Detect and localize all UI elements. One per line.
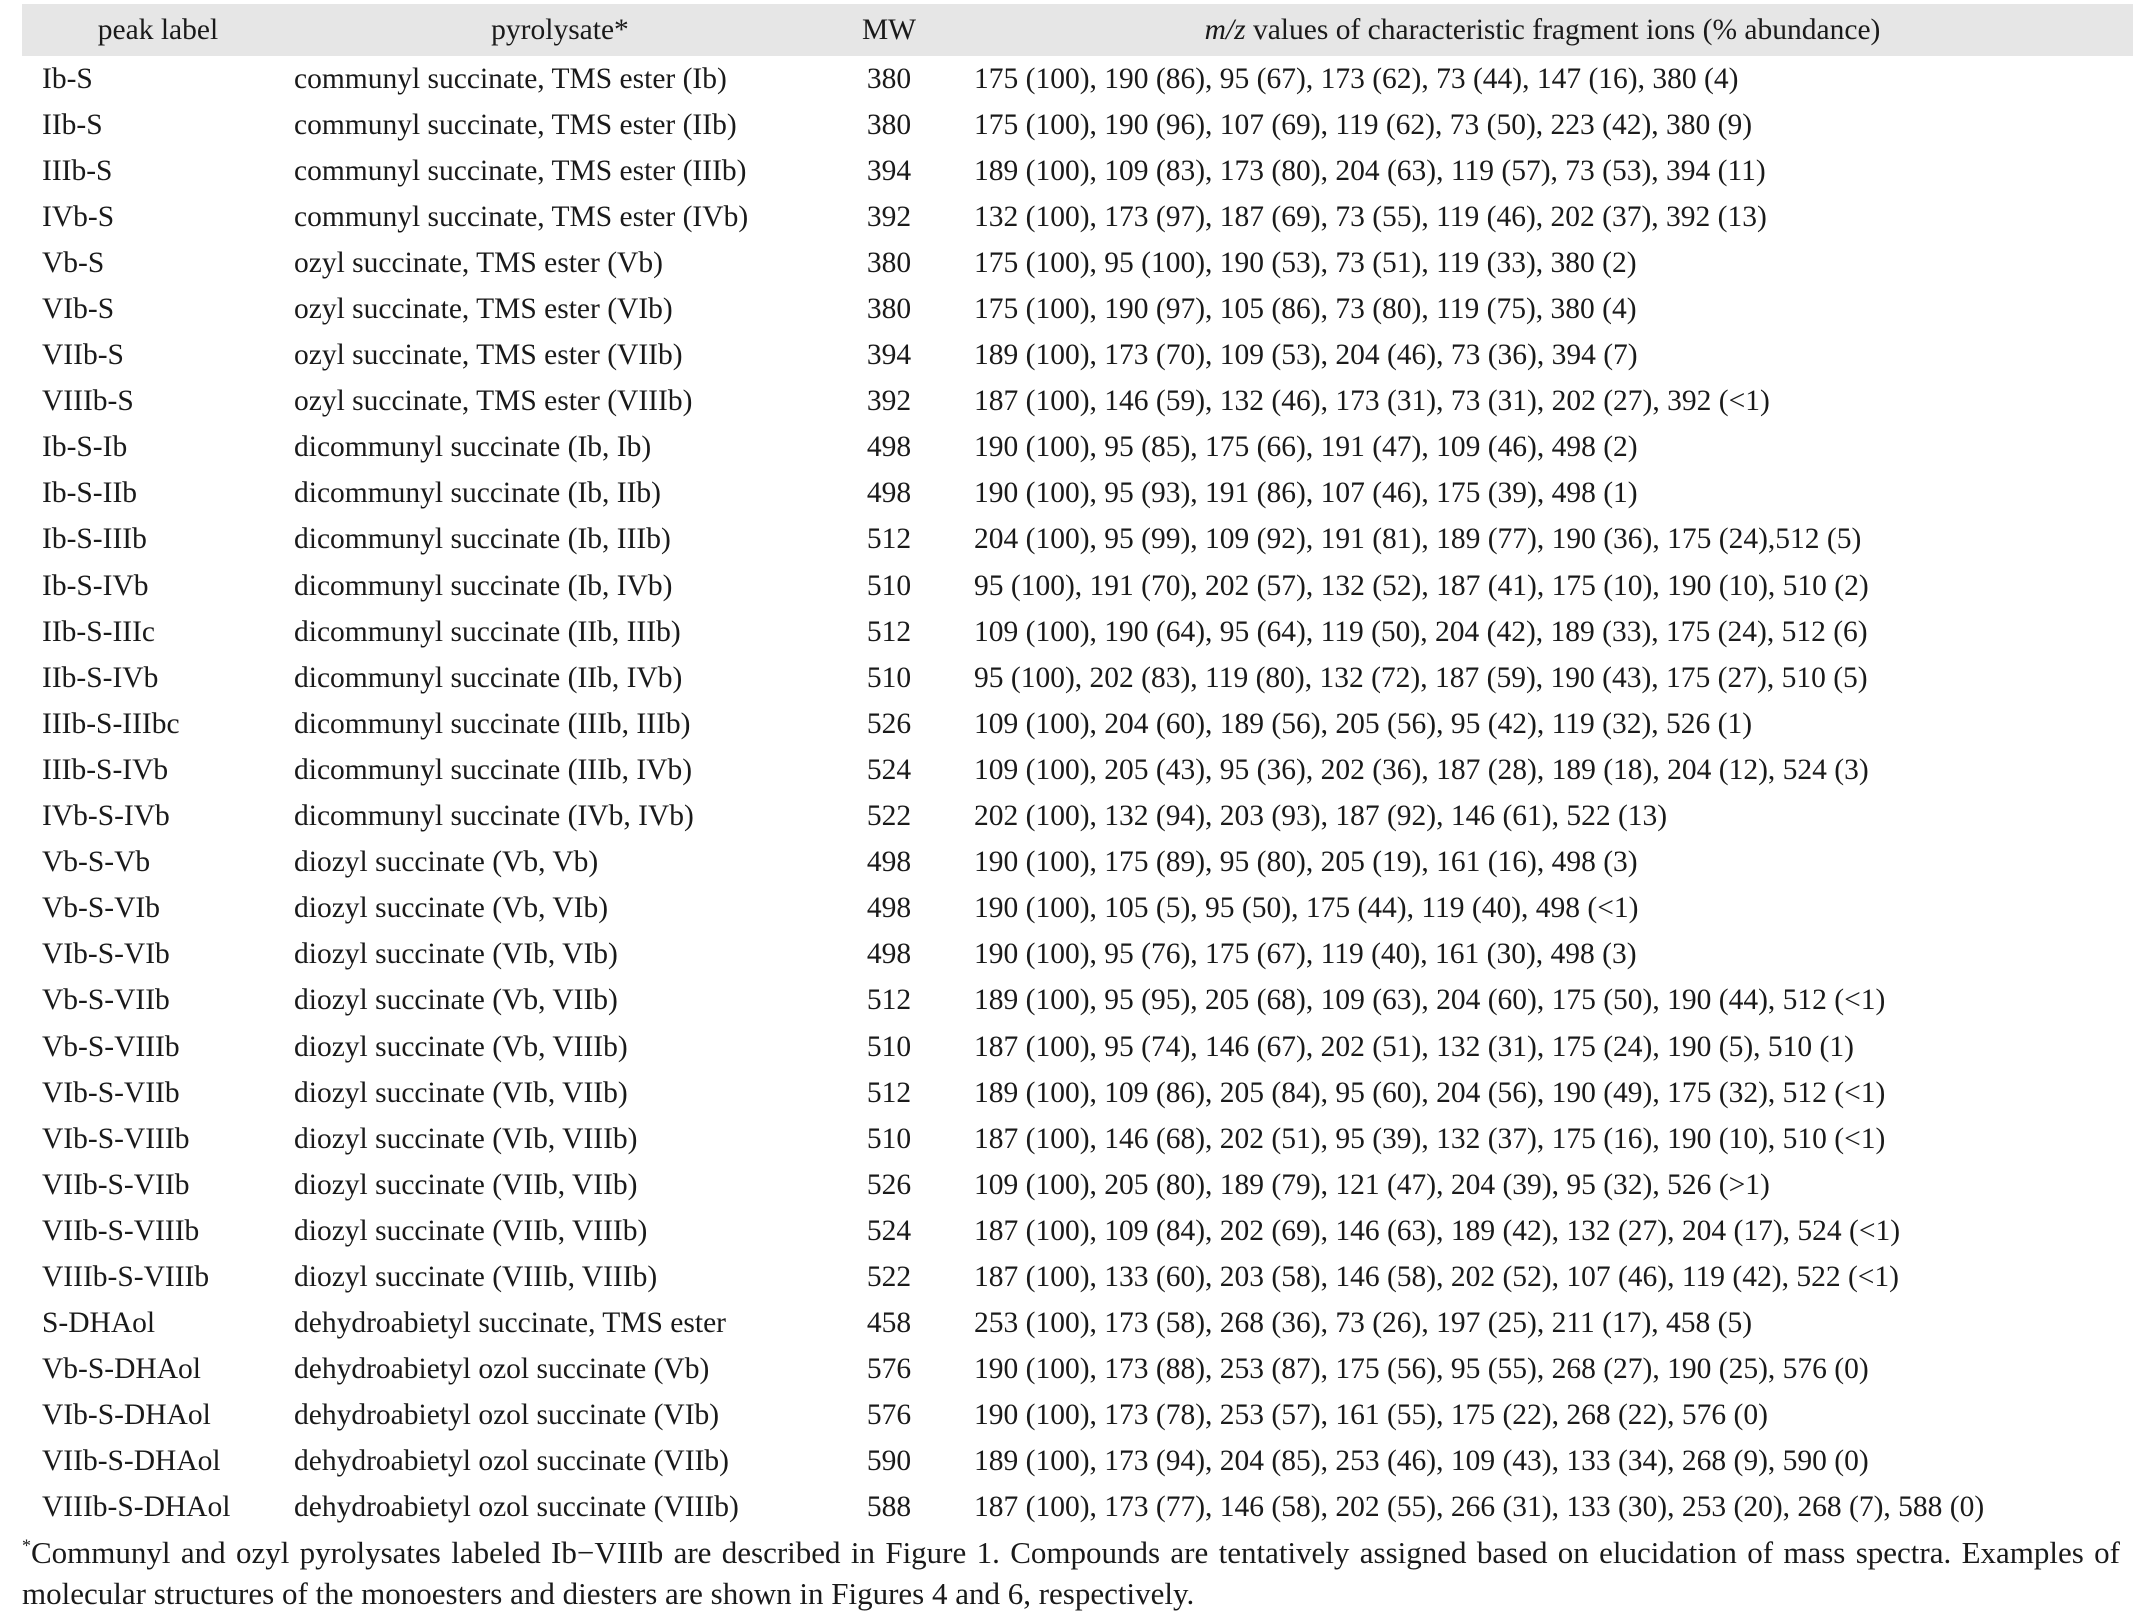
table-row [22, 1254, 2133, 1300]
fragment-ions-cell: 253 (100), 173 (58), 268 (36), 73 (26), 197 (25), 211 (17), 458 (5) [974, 1307, 1753, 1340]
pyrolysate-cell: diozyl succinate (Vb, VIIb) [294, 984, 618, 1017]
mw-cell: 498 [866, 477, 912, 510]
mw-cell: 510 [866, 569, 912, 602]
fragment-ions-cell: 175 (100), 95 (100), 190 (53), 73 (51), 119 (33), 380 (2) [974, 246, 1637, 279]
peak-label-cell: VIIb-S [42, 339, 124, 372]
peak-label-cell: IVb-S [42, 200, 115, 233]
pyrolysate-cell: diozyl succinate (Vb, VIIIb) [294, 1030, 628, 1063]
fragment-ions-cell: 189 (100), 95 (95), 205 (68), 109 (63), 204 (60), 175 (50), 190 (44), 512 (<1) [974, 984, 1886, 1017]
mw-cell: 512 [866, 1076, 912, 1109]
pyrolysate-cell: ozyl succinate, TMS ester (VIIIb) [294, 385, 693, 418]
peak-label-cell: VIIb-S-VIIIb [42, 1214, 200, 1247]
pyrolysate-cell: diozyl succinate (Vb, Vb) [294, 846, 599, 879]
table-row [22, 655, 2133, 701]
fragment-ions-cell: 190 (100), 105 (5), 95 (50), 175 (44), 119 (40), 498 (<1) [974, 892, 1639, 925]
fragment-ions-cell: 187 (100), 109 (84), 202 (69), 146 (63), 189 (42), 132 (27), 204 (17), 524 (<1) [974, 1214, 1901, 1247]
peak-label-cell: Ib-S-Ib [42, 431, 128, 464]
mw-cell: 498 [866, 938, 912, 971]
mw-cell: 576 [866, 1399, 912, 1432]
table-row [22, 194, 2133, 240]
table-row [22, 240, 2133, 286]
peak-label-cell: Vb-S-VIIb [42, 984, 170, 1017]
table-row [22, 794, 2133, 840]
pyrolysate-cell: dicommunyl succinate (IIIb, IVb) [294, 753, 693, 786]
table-row [22, 1208, 2133, 1254]
peak-label-cell: Vb-S-DHAol [42, 1353, 201, 1386]
pyrolysate-cell: dicommunyl succinate (IIb, IVb) [294, 661, 683, 694]
mw-cell: 498 [866, 892, 912, 925]
mw-cell: 522 [866, 1260, 912, 1293]
peak-label-cell: Vb-S [42, 246, 105, 279]
fragment-ions-cell: 190 (100), 95 (85), 175 (66), 191 (47), 109 (46), 498 (2) [974, 431, 1638, 464]
pyrolysate-cell: dicommunyl succinate (IVb, IVb) [294, 800, 694, 833]
footnote-marker: * [22, 1535, 31, 1556]
table-row [22, 701, 2133, 747]
peak-label-cell: IIIb-S-IVb [42, 753, 169, 786]
mw-cell: 522 [866, 800, 912, 833]
mw-cell: 392 [866, 200, 912, 233]
table-header [22, 4, 2133, 56]
mw-cell: 524 [866, 1214, 912, 1247]
table-row [22, 471, 2133, 517]
peak-label-cell: Vb-S-Vb [42, 846, 151, 879]
fragment-ions-cell: 175 (100), 190 (96), 107 (69), 119 (62), 73 (50), 223 (42), 380 (9) [974, 108, 1753, 141]
table-row [22, 1485, 2133, 1531]
peak-label-cell: VIIb-S-VIIb [42, 1168, 190, 1201]
table-body [22, 56, 2133, 1531]
mw-cell: 512 [866, 523, 912, 556]
peak-label-cell: S-DHAol [42, 1307, 156, 1340]
pyrolysate-cell: dehydroabietyl ozol succinate (VIIIb) [294, 1491, 739, 1524]
pyrolysate-cell: dehydroabietyl ozol succinate (VIb) [294, 1399, 720, 1432]
pyrolysate-cell: dicommunyl succinate (IIb, IIIb) [294, 615, 681, 648]
pyrolysate-cell: communyl succinate, TMS ester (Ib) [294, 62, 727, 95]
mw-cell: 380 [866, 108, 912, 141]
peak-label-cell: IIb-S-IVb [42, 661, 159, 694]
pyrolysate-cell: dehydroabietyl ozol succinate (VIIb) [294, 1445, 729, 1478]
fragment-ions-cell: 190 (100), 173 (78), 253 (57), 161 (55), 175 (22), 268 (22), 576 (0) [974, 1399, 1768, 1432]
peak-label-cell: VIb-S-VIb [42, 938, 170, 971]
peak-label-cell: VIb-S [42, 293, 115, 326]
pyrolysate-cell: dehydroabietyl ozol succinate (Vb) [294, 1353, 710, 1386]
pyrolysate-cell: diozyl succinate (Vb, VIb) [294, 892, 609, 925]
table-row [22, 1024, 2133, 1070]
table-row [22, 333, 2133, 379]
peak-label-cell: IVb-S-IVb [42, 800, 170, 833]
table-row [22, 563, 2133, 609]
table-footnote [22, 1532, 2120, 1614]
pyrolysate-cell: dicommunyl succinate (Ib, IIIb) [294, 523, 671, 556]
peak-label-cell: Ib-S-IVb [42, 569, 149, 602]
peak-label-cell: VIb-S-VIIb [42, 1076, 180, 1109]
fragment-ions-cell: 187 (100), 95 (74), 146 (67), 202 (51), 132 (31), 175 (24), 190 (5), 510 (1) [974, 1030, 1854, 1063]
fragment-ions-cell: 190 (100), 175 (89), 95 (80), 205 (19), 161 (16), 498 (3) [974, 846, 1638, 879]
table-row [22, 517, 2133, 563]
data-table-container [22, 4, 2133, 1531]
table-row [22, 747, 2133, 793]
peak-label-cell: Ib-S [42, 62, 93, 95]
peak-label-cell: IIIb-S-IIIbc [42, 707, 180, 740]
peak-label-cell: VIIIb-S-DHAol [42, 1491, 231, 1524]
pyrolysate-cell: diozyl succinate (VIb, VIb) [294, 938, 618, 971]
mw-cell: 380 [866, 246, 912, 279]
pyrolysate-cell: communyl succinate, TMS ester (IIIb) [294, 154, 747, 187]
fragment-ions-cell: 109 (100), 190 (64), 95 (64), 119 (50), 204 (42), 189 (33), 175 (24), 512 (6) [974, 615, 1868, 648]
table-row [22, 932, 2133, 978]
fragment-ions-cell: 132 (100), 173 (97), 187 (69), 73 (55), 119 (46), 202 (37), 392 (13) [974, 200, 1767, 233]
mw-cell: 588 [866, 1491, 912, 1524]
fragment-ions-cell: 204 (100), 95 (99), 109 (92), 191 (81), 189 (77), 190 (36), 175 (24),512 (5) [974, 523, 1862, 556]
fragment-ions-cell: 175 (100), 190 (97), 105 (86), 73 (80), 119 (75), 380 (4) [974, 293, 1637, 326]
table-row [22, 286, 2133, 332]
mw-cell: 526 [866, 1168, 912, 1201]
pyrolysate-cell: diozyl succinate (VIIb, VIIIb) [294, 1214, 648, 1247]
fragment-ions-cell: 95 (100), 191 (70), 202 (57), 132 (52), 187 (41), 175 (10), 190 (10), 510 (2) [974, 569, 1869, 602]
table-row [22, 609, 2133, 655]
peak-label-cell: IIb-S [42, 108, 103, 141]
table-row [22, 1070, 2133, 1116]
peak-label-cell: Ib-S-IIIb [42, 523, 147, 556]
pyrolysate-cell: diozyl succinate (VIIIb, VIIIb) [294, 1260, 658, 1293]
pyrolysate-cell: ozyl succinate, TMS ester (VIb) [294, 293, 673, 326]
table-row [22, 1439, 2133, 1485]
pyrolysate-cell: communyl succinate, TMS ester (IVb) [294, 200, 749, 233]
peak-label-cell: VIIb-S-DHAol [42, 1445, 221, 1478]
mw-cell: 380 [866, 62, 912, 95]
header-peak-label: peak label [97, 13, 219, 46]
fragment-ions-cell: 190 (100), 95 (93), 191 (86), 107 (46), 175 (39), 498 (1) [974, 477, 1638, 510]
table-row [22, 1347, 2133, 1393]
table-row [22, 1116, 2133, 1162]
mw-cell: 576 [866, 1353, 912, 1386]
mw-cell: 392 [866, 385, 912, 418]
pyrolysate-cell: ozyl succinate, TMS ester (Vb) [294, 246, 663, 279]
table-row [22, 886, 2133, 932]
header-mw: MW [861, 13, 917, 46]
fragment-ions-cell: 189 (100), 173 (70), 109 (53), 204 (46), 73 (36), 394 (7) [974, 339, 1638, 372]
mw-cell: 394 [866, 154, 912, 187]
header-pyrolysate: pyrolysate* [491, 13, 629, 46]
pyrolysate-cell: dehydroabietyl succinate, TMS ester [294, 1307, 726, 1340]
header-fragment-ions [952, 4, 2133, 56]
pyrolysate-cell: dicommunyl succinate (IIIb, IIIb) [294, 707, 691, 740]
table-row [22, 56, 2133, 102]
mw-cell: 526 [866, 707, 912, 740]
pyrolysate-cell: dicommunyl succinate (Ib, Ib) [294, 431, 652, 464]
peak-label-cell: VIIIb-S-VIIIb [42, 1260, 210, 1293]
pyrolysate-cell: communyl succinate, TMS ester (IIb) [294, 108, 737, 141]
footnote-text: Communyl and ozyl pyrolysates labeled Ib−VIIIb are described in Figure 1. Compounds are tentatively assigned based on elucidation of mass spectra. Examples of molecular structures of the monoesters and diesters are shown in Figures 4 and 6, respectively. [22, 1535, 2120, 1611]
fragment-ions-cell: 189 (100), 173 (94), 204 (85), 253 (46), 109 (43), 133 (34), 268 (9), 590 (0) [974, 1445, 1869, 1478]
table-row [22, 379, 2133, 425]
header-mz-italic: m/z [1204, 13, 1246, 46]
mw-cell: 512 [866, 615, 912, 648]
fragment-ions-cell: 189 (100), 109 (86), 205 (84), 95 (60), 204 (56), 190 (49), 175 (32), 512 (<1) [974, 1076, 1886, 1109]
fragment-ions-cell: 109 (100), 205 (43), 95 (36), 202 (36), 187 (28), 189 (18), 204 (12), 524 (3) [974, 753, 1869, 786]
fragment-ions-cell: 95 (100), 202 (83), 119 (80), 132 (72), 187 (59), 190 (43), 175 (27), 510 (5) [974, 661, 1868, 694]
fragment-ions-cell: 187 (100), 133 (60), 203 (58), 146 (58), 202 (52), 107 (46), 119 (42), 522 (<1) [974, 1260, 1899, 1293]
mw-cell: 394 [866, 339, 912, 372]
peak-label-cell: VIIIb-S [42, 385, 134, 418]
fragment-ions-cell: 187 (100), 146 (68), 202 (51), 95 (39), 132 (37), 175 (16), 190 (10), 510 (<1) [974, 1122, 1886, 1155]
fragment-ions-cell: 109 (100), 204 (60), 189 (56), 205 (56), 95 (42), 119 (32), 526 (1) [974, 707, 1753, 740]
table-row [22, 102, 2133, 148]
pyrolysate-cell: diozyl succinate (VIb, VIIIb) [294, 1122, 638, 1155]
peak-label-cell: IIb-S-IIIc [42, 615, 156, 648]
table-row [22, 840, 2133, 886]
pyrolysate-cell: dicommunyl succinate (Ib, IIb) [294, 477, 661, 510]
fragment-ions-cell: 190 (100), 173 (88), 253 (87), 175 (56), 95 (55), 268 (27), 190 (25), 576 (0) [974, 1353, 1869, 1386]
peak-label-cell: IIIb-S [42, 154, 113, 187]
fragment-ions-table [22, 4, 2133, 1531]
pyrolysate-cell: diozyl succinate (VIIb, VIIb) [294, 1168, 638, 1201]
table-row [22, 148, 2133, 194]
table-row [22, 425, 2133, 471]
fragment-ions-cell: 175 (100), 190 (86), 95 (67), 173 (62), 73 (44), 147 (16), 380 (4) [974, 62, 1739, 95]
peak-label-cell: VIb-S-VIIIb [42, 1122, 190, 1155]
fragment-ions-cell: 187 (100), 173 (77), 146 (58), 202 (55), 266 (31), 133 (30), 253 (20), 268 (7), 588 (0) [974, 1491, 1985, 1524]
pyrolysate-cell: diozyl succinate (VIb, VIIb) [294, 1076, 628, 1109]
table-row [22, 978, 2133, 1024]
fragment-ions-cell: 189 (100), 109 (83), 173 (80), 204 (63), 119 (57), 73 (53), 394 (11) [974, 154, 1766, 187]
header-row [22, 4, 2133, 56]
table-row [22, 1393, 2133, 1439]
header-fragment-ions-text: values of characteristic fragment ions (% abundance) [1245, 13, 1881, 46]
peak-label-cell: Vb-S-VIb [42, 892, 160, 925]
table-row [22, 1162, 2133, 1208]
mw-cell: 510 [866, 661, 912, 694]
mw-cell: 380 [866, 293, 912, 326]
fragment-ions-cell: 109 (100), 205 (80), 189 (79), 121 (47), 204 (39), 95 (32), 526 (>1) [974, 1168, 1770, 1201]
pyrolysate-cell: ozyl succinate, TMS ester (VIIb) [294, 339, 683, 372]
mw-cell: 510 [866, 1030, 912, 1063]
fragment-ions-cell: 190 (100), 95 (76), 175 (67), 119 (40), 161 (30), 498 (3) [974, 938, 1637, 971]
peak-label-cell: VIb-S-DHAol [42, 1399, 211, 1432]
peak-label-cell: Ib-S-IIb [42, 477, 138, 510]
mw-cell: 498 [866, 846, 912, 879]
mw-cell: 498 [866, 431, 912, 464]
fragment-ions-cell: 202 (100), 132 (94), 203 (93), 187 (92), 146 (61), 522 (13) [974, 800, 1668, 833]
fragment-ions-cell: 187 (100), 146 (59), 132 (46), 173 (31), 73 (31), 202 (27), 392 (<1) [974, 385, 1770, 418]
table-row [22, 1301, 2133, 1347]
mw-cell: 458 [866, 1307, 912, 1340]
peak-label-cell: Vb-S-VIIIb [42, 1030, 180, 1063]
pyrolysate-cell: dicommunyl succinate (Ib, IVb) [294, 569, 673, 602]
mw-cell: 524 [866, 753, 912, 786]
mw-cell: 590 [866, 1445, 912, 1478]
mw-cell: 510 [866, 1122, 912, 1155]
mw-cell: 512 [866, 984, 912, 1017]
